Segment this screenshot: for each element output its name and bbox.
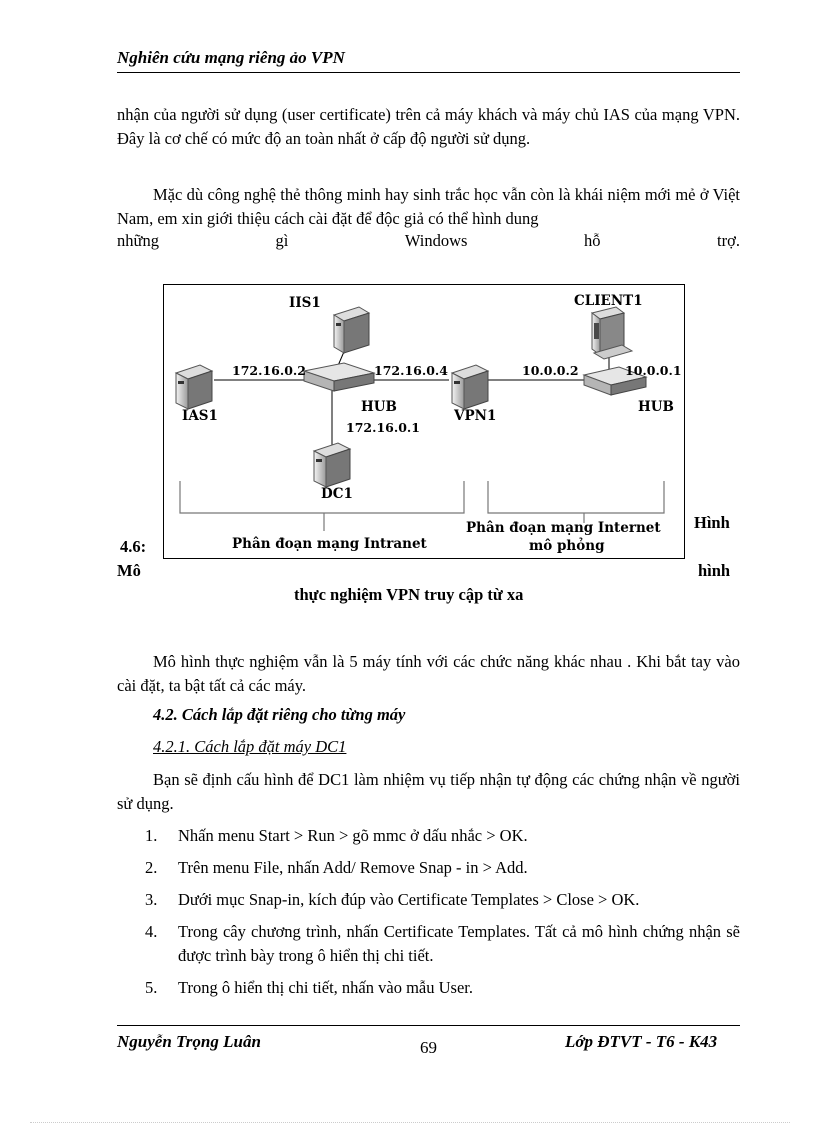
node-label-hub-1: HUB: [361, 399, 397, 415]
word: trợ.: [717, 231, 740, 250]
caption-word-mo: Mô: [117, 561, 141, 580]
iis1-server-icon: [334, 307, 369, 353]
paragraph-2: Mặc dù công nghệ thẻ thông minh hay sinh trắc học vẫn còn là khái niệm mới mẻ ở Việt Nam, em xin giới thiệu cách cài đặt để độc giả có thể hình dung: [117, 185, 740, 228]
step-text: Trong cây chương trình, nhấn Certificate Templates. Tất cả mô hình chứng nhận sẽ được trình bày trong ô hiển thị chi tiết.: [178, 922, 740, 965]
node-label-vpn1: VPN1: [454, 408, 497, 424]
step-text: Dưới mục Snap-in, kích đúp vào Certificate Templates > Close > OK.: [178, 890, 640, 909]
dc1-server-icon: [314, 443, 350, 487]
caption-figure-number: 4.6:: [120, 537, 147, 556]
footer-rule: [117, 1025, 740, 1026]
ip-label: 10.0.0.2: [522, 363, 579, 378]
step-number: 1.: [145, 826, 158, 845]
footer-author: Nguyễn Trọng Luân: [117, 1032, 261, 1051]
node-label-client1: CLIENT1: [574, 293, 643, 309]
step-text: Nhấn menu Start > Run > gõ mmc ở dấu nhắc > OK.: [178, 826, 528, 845]
header-rule: [117, 72, 740, 73]
step-list-item: [145, 824, 740, 848]
hub-1-icon: [304, 363, 374, 391]
paragraph-4: Bạn sẽ định cấu hình để DC1 làm nhiệm vụ tiếp nhận tự động các chứng nhận về người sử dụng.: [117, 770, 740, 813]
paragraph-3: Mô hình thực nghiệm vẫn là 5 máy tính với các chức năng khác nhau . Khi bắt tay vào cài đặt, ta bật tất cả các máy.: [117, 652, 740, 695]
step-text: Trên menu File, nhấn Add/ Remove Snap - in > Add.: [178, 858, 528, 877]
network-diagram: [164, 285, 684, 558]
subsection-heading: 4.2.1. Cách lắp đặt máy DC1: [153, 737, 347, 756]
ip-label: 172.16.0.2: [232, 363, 306, 378]
vpn1-server-icon: [452, 365, 488, 409]
page-number: 69: [420, 1038, 437, 1057]
word: những: [117, 231, 159, 250]
network-diagram-figure: [163, 284, 685, 559]
ias1-server-icon: [176, 365, 212, 409]
step-number: 5.: [145, 978, 158, 997]
client1-workstation-icon: [592, 307, 632, 359]
ip-label: 10.0.0.1: [625, 363, 682, 378]
caption-word-hinh-2: hình: [698, 561, 731, 580]
node-label-iis1: IIS1: [289, 295, 321, 311]
segment-label-internet-sub: mô phỏng: [529, 538, 605, 554]
footer-class: Lớp ĐTVT - T6 - K43: [565, 1032, 718, 1051]
step-list-item: [145, 920, 740, 968]
step-number: 2.: [145, 858, 158, 877]
paragraph-2-last-line: [117, 231, 740, 251]
ip-label: 172.16.0.4: [374, 363, 448, 378]
step-number: 3.: [145, 890, 158, 909]
word: Windows: [404, 231, 468, 250]
running-header-title: Nghiên cứu mạng riêng ảo VPN: [117, 48, 345, 67]
step-number: 4.: [145, 922, 158, 941]
paragraph-1: nhận của người sử dụng (user certificate) trên cả máy khách và máy chủ IAS của mạng VPN. Đây là cơ chế có mức độ an toàn nhất ở cấp độ người sử dụng.: [117, 105, 740, 148]
step-list-item: [145, 856, 740, 880]
node-label-hub-2: HUB: [638, 399, 674, 415]
segment-label-internet: Phân đoạn mạng Internet: [466, 520, 661, 536]
caption-word-hinh: Hình: [694, 513, 730, 532]
step-text: Trong ô hiển thị chi tiết, nhấn vào mẫu User.: [178, 978, 473, 997]
segment-label-intranet: Phân đoạn mạng Intranet: [232, 536, 427, 552]
step-list-item: [145, 976, 740, 1000]
word: hỗ: [583, 231, 601, 250]
figure-caption: thực nghiệm VPN truy cập từ xa: [294, 585, 524, 604]
node-label-ias1: IAS1: [182, 408, 218, 424]
word: gì: [275, 231, 289, 250]
step-list-item: [145, 888, 740, 912]
node-label-dc1: DC1: [321, 486, 353, 502]
ip-label: 172.16.0.1: [346, 420, 420, 435]
section-heading: 4.2. Cách lắp đặt riêng cho từng máy: [153, 705, 406, 724]
